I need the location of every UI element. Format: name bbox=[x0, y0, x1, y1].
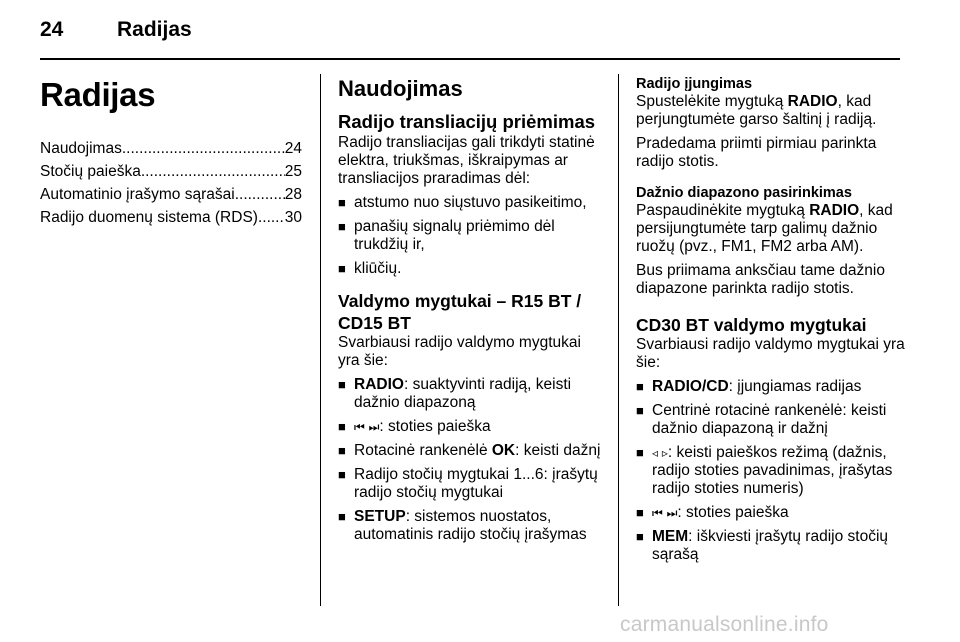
page-header bbox=[40, 18, 920, 48]
left-column bbox=[40, 76, 302, 232]
body-paragraph: Svarbiausi radijo valdymo mygtukai yra šie: bbox=[636, 336, 905, 371]
page-number: 24 bbox=[40, 18, 64, 41]
middle-column bbox=[338, 76, 606, 550]
body-paragraph: Svarbiausi radijo valdymo mygtukai yra šie: bbox=[338, 334, 581, 369]
section-heading: Naudojimas bbox=[338, 76, 463, 101]
watermark: carmanualsonline.info bbox=[620, 613, 829, 636]
table-of-contents bbox=[40, 140, 302, 227]
key-label: RADIO bbox=[354, 376, 404, 393]
body-paragraph: Pradedama priimti pirmiau parinkta radijo stotis. bbox=[636, 135, 877, 170]
list-item: ■ RADIO/CD: įjungiamas radijas bbox=[636, 378, 908, 396]
seek-icons: ⏮ ⏭ bbox=[652, 506, 678, 520]
key-label: RADIO bbox=[787, 93, 838, 110]
chapter-title: Radijas bbox=[117, 18, 192, 41]
column-divider-1 bbox=[320, 74, 321, 606]
list-item: ■ ⏮ ⏭: stoties paieška bbox=[636, 504, 908, 522]
body-paragraph: Bus priimama anksčiau tame dažnio diapazone parinkta radijo stotis. bbox=[636, 262, 885, 297]
body-paragraph: Spustelėkite mygtuką RADIO, kad perjungtumėte garso šaltinį į radiją. bbox=[636, 93, 877, 128]
body-paragraph: Radijo transliacijas gali trikdyti statinė elektra, triukšmas, iškraipymas ar transliacijos praradimas dėl: bbox=[338, 134, 595, 187]
key-label: RADIO bbox=[809, 202, 860, 219]
toc-item[interactable]: Radijo duomenų sistema (RDS) ..... 30 bbox=[40, 209, 302, 227]
subsection-heading: Dažnio diapazono pasirinkimas bbox=[636, 185, 852, 201]
left-right-arrow-icons: ◃ ▹ bbox=[652, 446, 668, 460]
key-label: MEM bbox=[652, 528, 689, 545]
list-item: ■ ◃ ▹: keisti paieškos režimą (dažnis, radijo stoties pavadinimas, įrašytas radijo stoties numeris) bbox=[636, 444, 908, 498]
list-item: ■ MEM: iškviesti įrašytų radijo stočių sąrašą bbox=[636, 528, 908, 564]
toc-item[interactable]: Automatinio įrašymo sąrašai ..... 28 bbox=[40, 186, 302, 204]
subsection-heading: Valdymo mygtukai – R15 BT / CD15 BT bbox=[338, 291, 582, 333]
bullet-list bbox=[636, 378, 908, 564]
subsection-heading: CD30 BT valdymo mygtukai bbox=[636, 315, 867, 335]
list-item: ■ SETUP: sistemos nuostatos, automatinis radijo stočių įrašymas bbox=[338, 508, 606, 544]
toc-item[interactable]: Naudojimas ..... 24 bbox=[40, 140, 302, 158]
key-label: SETUP bbox=[354, 508, 406, 525]
list-item: ■ ⏮ ⏭: stoties paieška bbox=[338, 418, 606, 436]
column-divider-2 bbox=[618, 74, 619, 606]
bullet-list bbox=[338, 194, 606, 278]
bullet-list bbox=[338, 376, 606, 544]
list-item: ■ Rotacinė rankenėlė OK: keisti dažnį bbox=[338, 442, 606, 460]
key-label: RADIO/CD bbox=[652, 378, 729, 395]
header-rule bbox=[40, 58, 900, 60]
key-label: OK bbox=[491, 442, 516, 459]
right-column bbox=[636, 76, 908, 570]
seek-icons: ⏮ ⏭ bbox=[354, 420, 380, 434]
list-item: ■ Centrinė rotacinė rankenėlė: keisti dažnio diapazoną ir dažnį bbox=[636, 402, 908, 438]
chapter-heading: Radijas bbox=[40, 76, 156, 113]
list-item: ■ Radijo stočių mygtukai 1...6: įrašytų radijo stočių mygtukai bbox=[338, 466, 606, 502]
list-item: ■ panašių signalų priėmimo dėl trukdžių ir, bbox=[338, 218, 606, 254]
body-paragraph: Paspaudinėkite mygtuką RADIO, kad persijungtumėte tarp galimų dažnio ruožų (pvz., FM1, FM2 arba AM). bbox=[636, 202, 893, 255]
list-item: ■ atstumo nuo siųstuvo pasikeitimo, bbox=[338, 194, 606, 212]
subsection-heading: Radijo transliacijų priėmimas bbox=[338, 111, 596, 132]
list-item: ■ kliūčių. bbox=[338, 260, 606, 278]
subsection-heading: Radijo įjungimas bbox=[636, 76, 753, 92]
toc-item[interactable]: Stočių paieška ..... 25 bbox=[40, 163, 302, 181]
list-item: ■ RADIO: suaktyvinti radiją, keisti dažnio diapazoną bbox=[338, 376, 606, 412]
